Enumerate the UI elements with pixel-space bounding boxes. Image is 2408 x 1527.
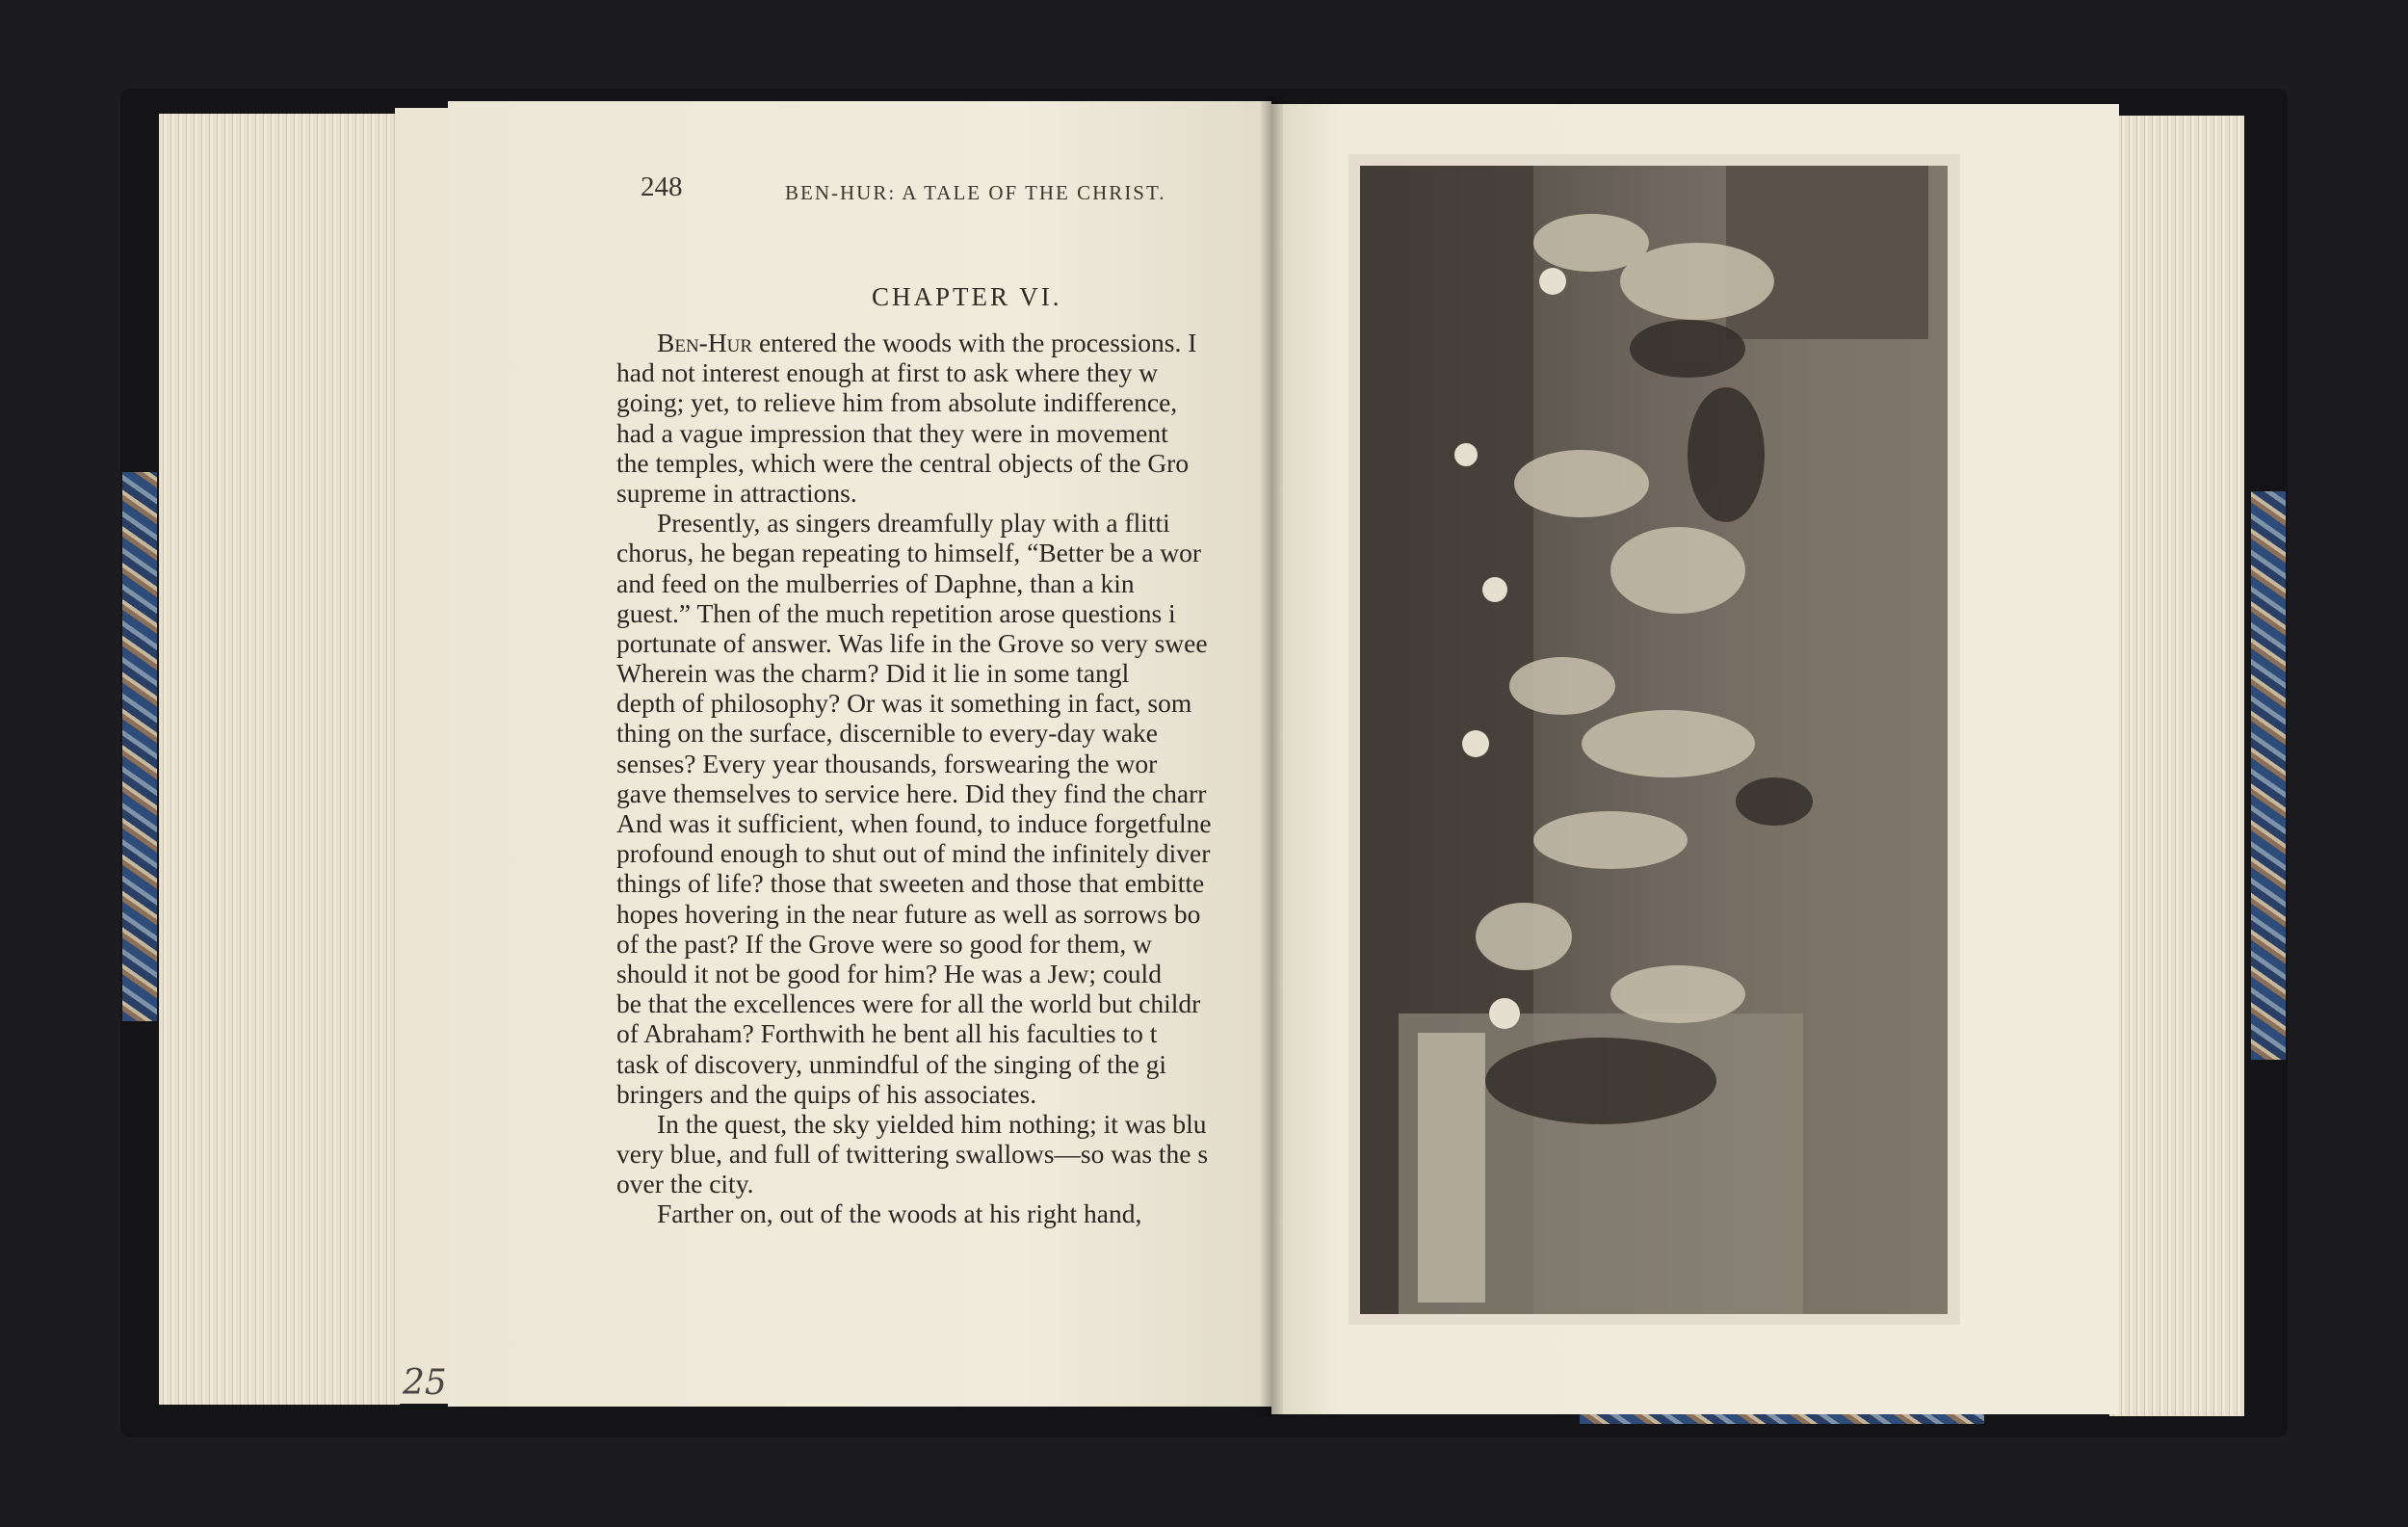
chapter-text	[616, 328, 1271, 1229]
photograph-image	[1360, 166, 1948, 1314]
text-line: over the city.	[616, 1169, 754, 1199]
text-line: portunate of answer. Was life in the Grove so very swee	[616, 627, 1208, 658]
text-line: gave themselves to service here. Did they find the charr	[616, 777, 1207, 808]
text-line: profound enough to shut out of mind the infinitely diver	[616, 838, 1211, 869]
running-head: BEN-HUR: A TALE OF THE CHRIST.	[785, 181, 1166, 204]
text-line: should it not be good for him? He was a Jew; could	[616, 958, 1162, 988]
text-line: And was it sufficient, when found, to induce forgetfulne	[616, 808, 1212, 838]
text-line: things of life? those that sweeten and those that embitte	[616, 868, 1205, 899]
text-line: had a vague impression that they were in movement	[616, 417, 1168, 448]
text-line: chorus, he began repeating to himself, “Better be a wor	[616, 538, 1202, 568]
text-line: very blue, and full of twittering swallows—so was the s	[616, 1139, 1209, 1170]
page-block-right	[2109, 116, 2244, 1416]
text-line: and feed on the mulberries of Daphne, than a kin	[616, 567, 1135, 598]
text-line: hopes hovering in the near future as well as sorrows bo	[616, 898, 1201, 929]
text-line: Presently, as singers dreamfully play with a flitti	[657, 508, 1170, 539]
text-line: senses? Every year thousands, forswearing the wor	[616, 748, 1158, 778]
tipped-in-photograph	[1360, 166, 1948, 1314]
page-number: 248	[641, 171, 683, 202]
page-block-left	[159, 114, 400, 1405]
text-line: Ben-Hur entered the woods with the processions. I	[657, 328, 1197, 357]
text-line: going; yet, to relieve him from absolute indifference,	[616, 387, 1178, 418]
text-line: supreme in attractions.	[616, 477, 857, 508]
text-line: of the past? If the Grove were so good for them, w	[616, 928, 1152, 959]
text-line: of Abraham? Forthwith he bent all his faculties to t	[616, 1018, 1158, 1049]
text-line: In the quest, the sky yielded him nothing; it was blu	[657, 1108, 1207, 1139]
pencil-annotation: 25	[403, 1363, 447, 1403]
marbled-endpaper-right	[2251, 491, 2286, 1060]
text-line: guest.” Then of the much repetition arose questions i	[616, 597, 1176, 628]
text-line: be that the excellences were for all the world but childr	[616, 988, 1201, 1019]
text-line: Wherein was the charm? Did it lie in some tangl	[616, 658, 1130, 689]
text-line: had not interest enough at first to ask where they w	[616, 357, 1159, 388]
marbled-endpaper-left	[122, 472, 157, 1021]
text-line: bringers and the quips of his associates.	[616, 1078, 1037, 1109]
text-line: task of discovery, unmindful of the singing of the gi	[616, 1048, 1167, 1079]
chapter-title: CHAPTER VI.	[872, 282, 1062, 311]
flyleaf	[395, 108, 453, 1404]
text-line: the temples, which were the central objects of the Gro	[616, 447, 1190, 478]
text-line: Farther on, out of the woods at his right hand,	[657, 1198, 1142, 1229]
text-line: depth of philosophy? Or was it something in fact, som	[616, 688, 1192, 719]
text-line: thing on the surface, discernible to every-day wake	[616, 718, 1159, 749]
